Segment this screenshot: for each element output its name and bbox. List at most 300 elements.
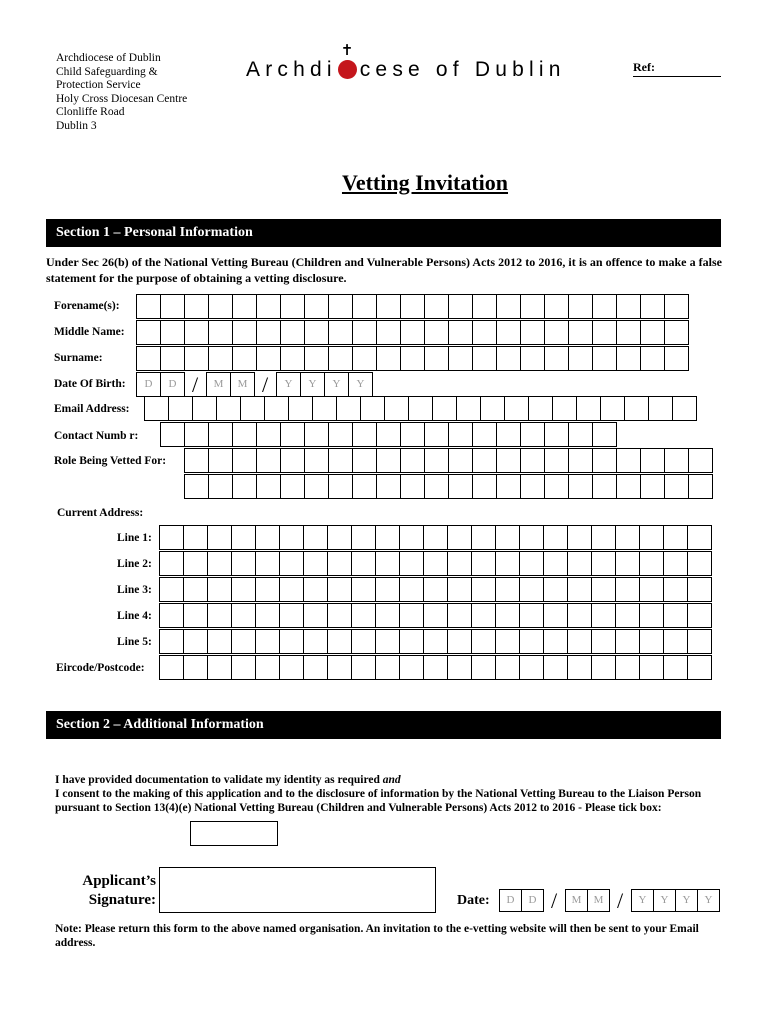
character-cell[interactable] <box>375 655 400 680</box>
character-cell[interactable] <box>663 577 688 602</box>
character-cell[interactable] <box>520 448 545 473</box>
character-cell[interactable] <box>255 551 280 576</box>
date-year-cell[interactable]: Y <box>697 889 720 912</box>
character-cell[interactable] <box>207 629 232 654</box>
character-cell[interactable] <box>519 577 544 602</box>
character-cell[interactable] <box>592 422 617 447</box>
character-cell[interactable] <box>639 551 664 576</box>
character-cell[interactable] <box>352 448 377 473</box>
date-day-cell[interactable]: D <box>499 889 522 912</box>
character-cell[interactable] <box>471 525 496 550</box>
character-cell[interactable] <box>591 551 616 576</box>
character-cell[interactable] <box>207 577 232 602</box>
character-cell[interactable] <box>160 294 185 319</box>
character-cell[interactable] <box>327 603 352 628</box>
character-cell[interactable] <box>376 320 401 345</box>
character-cell[interactable] <box>528 396 553 421</box>
character-cell[interactable] <box>471 603 496 628</box>
character-cell[interactable] <box>640 294 665 319</box>
character-cell[interactable] <box>399 551 424 576</box>
character-cell[interactable] <box>472 294 497 319</box>
character-cell[interactable] <box>232 448 257 473</box>
character-cell[interactable] <box>496 422 521 447</box>
character-cell[interactable] <box>447 577 472 602</box>
character-cell[interactable] <box>687 655 712 680</box>
character-cell[interactable] <box>183 655 208 680</box>
character-cell[interactable] <box>159 603 184 628</box>
character-cell[interactable] <box>447 655 472 680</box>
character-cell[interactable] <box>448 474 473 499</box>
date-month-cell[interactable]: M <box>587 889 610 912</box>
character-cell[interactable] <box>568 320 593 345</box>
character-cell[interactable] <box>360 396 385 421</box>
character-cell[interactable] <box>303 577 328 602</box>
character-cell[interactable] <box>256 422 281 447</box>
character-cell[interactable] <box>615 525 640 550</box>
character-cell[interactable] <box>456 396 481 421</box>
character-cell[interactable] <box>591 603 616 628</box>
character-cell[interactable] <box>664 448 689 473</box>
character-cell[interactable] <box>591 577 616 602</box>
role-input-row-1[interactable] <box>184 448 712 473</box>
character-cell[interactable] <box>400 320 425 345</box>
character-cell[interactable] <box>423 603 448 628</box>
character-cell[interactable] <box>280 422 305 447</box>
character-cell[interactable] <box>687 551 712 576</box>
character-cell[interactable] <box>376 422 401 447</box>
character-cell[interactable] <box>304 346 329 371</box>
character-cell[interactable] <box>568 448 593 473</box>
character-cell[interactable] <box>328 474 353 499</box>
character-cell[interactable] <box>495 603 520 628</box>
character-cell[interactable] <box>448 294 473 319</box>
character-cell[interactable] <box>544 448 569 473</box>
character-cell[interactable] <box>543 525 568 550</box>
character-cell[interactable] <box>448 448 473 473</box>
character-cell[interactable] <box>256 346 281 371</box>
character-cell[interactable] <box>639 655 664 680</box>
character-cell[interactable] <box>255 603 280 628</box>
dob-day-cell[interactable]: D <box>160 372 185 397</box>
character-cell[interactable] <box>304 294 329 319</box>
character-cell[interactable] <box>600 396 625 421</box>
character-cell[interactable] <box>144 396 169 421</box>
date-year-cell[interactable]: Y <box>675 889 698 912</box>
character-cell[interactable] <box>304 422 329 447</box>
consent-tick-box[interactable] <box>190 821 278 846</box>
character-cell[interactable] <box>351 525 376 550</box>
dob-year-cell[interactable]: Y <box>348 372 373 397</box>
character-cell[interactable] <box>663 525 688 550</box>
role-input-row-2[interactable] <box>184 474 712 499</box>
character-cell[interactable] <box>567 551 592 576</box>
character-cell[interactable] <box>640 346 665 371</box>
character-cell[interactable] <box>400 448 425 473</box>
character-cell[interactable] <box>231 603 256 628</box>
character-cell[interactable] <box>231 551 256 576</box>
dob-month-cell[interactable]: M <box>206 372 231 397</box>
character-cell[interactable] <box>519 603 544 628</box>
character-cell[interactable] <box>615 655 640 680</box>
character-cell[interactable] <box>447 629 472 654</box>
character-cell[interactable] <box>400 346 425 371</box>
character-cell[interactable] <box>592 448 617 473</box>
character-cell[interactable] <box>688 474 713 499</box>
dob-day-cell[interactable]: D <box>136 372 161 397</box>
character-cell[interactable] <box>640 448 665 473</box>
character-cell[interactable] <box>496 448 521 473</box>
character-cell[interactable] <box>352 422 377 447</box>
character-cell[interactable] <box>663 655 688 680</box>
character-cell[interactable] <box>472 346 497 371</box>
character-cell[interactable] <box>327 525 352 550</box>
character-cell[interactable] <box>519 551 544 576</box>
character-cell[interactable] <box>184 448 209 473</box>
character-cell[interactable] <box>567 525 592 550</box>
character-cell[interactable] <box>495 655 520 680</box>
character-cell[interactable] <box>648 396 673 421</box>
character-cell[interactable] <box>447 525 472 550</box>
character-cell[interactable] <box>231 655 256 680</box>
character-cell[interactable] <box>328 448 353 473</box>
email-input[interactable] <box>144 396 696 421</box>
character-cell[interactable] <box>591 629 616 654</box>
character-cell[interactable] <box>568 346 593 371</box>
character-cell[interactable] <box>495 629 520 654</box>
character-cell[interactable] <box>168 396 193 421</box>
character-cell[interactable] <box>495 525 520 550</box>
character-cell[interactable] <box>280 474 305 499</box>
character-cell[interactable] <box>376 346 401 371</box>
character-cell[interactable] <box>352 474 377 499</box>
character-cell[interactable] <box>255 655 280 680</box>
character-cell[interactable] <box>591 655 616 680</box>
character-cell[interactable] <box>352 320 377 345</box>
character-cell[interactable] <box>615 629 640 654</box>
character-cell[interactable] <box>544 422 569 447</box>
character-cell[interactable] <box>519 655 544 680</box>
character-cell[interactable] <box>544 320 569 345</box>
character-cell[interactable] <box>423 577 448 602</box>
character-cell[interactable] <box>280 294 305 319</box>
address-line-3-input[interactable] <box>159 577 711 602</box>
character-cell[interactable] <box>664 346 689 371</box>
character-cell[interactable] <box>184 422 209 447</box>
character-cell[interactable] <box>640 474 665 499</box>
character-cell[interactable] <box>567 577 592 602</box>
character-cell[interactable] <box>207 551 232 576</box>
forename-input[interactable] <box>136 294 688 319</box>
character-cell[interactable] <box>615 551 640 576</box>
address-line-4-input[interactable] <box>159 603 711 628</box>
address-line-2-input[interactable] <box>159 551 711 576</box>
character-cell[interactable] <box>160 320 185 345</box>
character-cell[interactable] <box>495 551 520 576</box>
character-cell[interactable] <box>543 551 568 576</box>
character-cell[interactable] <box>447 551 472 576</box>
character-cell[interactable] <box>232 346 257 371</box>
character-cell[interactable] <box>592 474 617 499</box>
character-cell[interactable] <box>159 551 184 576</box>
character-cell[interactable] <box>216 396 241 421</box>
character-cell[interactable] <box>279 577 304 602</box>
address-line-5-input[interactable] <box>159 629 711 654</box>
eircode-input[interactable] <box>159 655 711 680</box>
character-cell[interactable] <box>672 396 697 421</box>
character-cell[interactable] <box>255 577 280 602</box>
character-cell[interactable] <box>567 629 592 654</box>
character-cell[interactable] <box>448 346 473 371</box>
character-cell[interactable] <box>568 294 593 319</box>
character-cell[interactable] <box>504 396 529 421</box>
character-cell[interactable] <box>328 320 353 345</box>
character-cell[interactable] <box>543 603 568 628</box>
character-cell[interactable] <box>471 629 496 654</box>
character-cell[interactable] <box>496 320 521 345</box>
date-year-cell[interactable]: Y <box>653 889 676 912</box>
character-cell[interactable] <box>280 448 305 473</box>
character-cell[interactable] <box>280 346 305 371</box>
character-cell[interactable] <box>424 320 449 345</box>
character-cell[interactable] <box>687 525 712 550</box>
character-cell[interactable] <box>232 422 257 447</box>
character-cell[interactable] <box>279 629 304 654</box>
character-cell[interactable] <box>183 603 208 628</box>
character-cell[interactable] <box>232 320 257 345</box>
character-cell[interactable] <box>424 294 449 319</box>
character-cell[interactable] <box>303 551 328 576</box>
dob-year-cell[interactable]: Y <box>324 372 349 397</box>
character-cell[interactable] <box>328 294 353 319</box>
character-cell[interactable] <box>400 294 425 319</box>
character-cell[interactable] <box>616 448 641 473</box>
character-cell[interactable] <box>279 551 304 576</box>
character-cell[interactable] <box>399 525 424 550</box>
character-cell[interactable] <box>184 294 209 319</box>
character-cell[interactable] <box>471 655 496 680</box>
character-cell[interactable] <box>303 525 328 550</box>
character-cell[interactable] <box>519 525 544 550</box>
character-cell[interactable] <box>543 655 568 680</box>
character-cell[interactable] <box>687 577 712 602</box>
character-cell[interactable] <box>336 396 361 421</box>
character-cell[interactable] <box>352 346 377 371</box>
surname-input[interactable] <box>136 346 688 371</box>
character-cell[interactable] <box>472 320 497 345</box>
signature-date-input[interactable] <box>499 889 719 912</box>
character-cell[interactable] <box>432 396 457 421</box>
character-cell[interactable] <box>231 577 256 602</box>
character-cell[interactable] <box>279 525 304 550</box>
character-cell[interactable] <box>351 577 376 602</box>
character-cell[interactable] <box>399 629 424 654</box>
character-cell[interactable] <box>264 396 289 421</box>
character-cell[interactable] <box>520 346 545 371</box>
character-cell[interactable] <box>255 525 280 550</box>
character-cell[interactable] <box>183 551 208 576</box>
character-cell[interactable] <box>616 346 641 371</box>
character-cell[interactable] <box>519 629 544 654</box>
character-cell[interactable] <box>520 320 545 345</box>
character-cell[interactable] <box>256 448 281 473</box>
character-cell[interactable] <box>136 320 161 345</box>
character-cell[interactable] <box>552 396 577 421</box>
character-cell[interactable] <box>423 629 448 654</box>
character-cell[interactable] <box>472 422 497 447</box>
character-cell[interactable] <box>639 603 664 628</box>
character-cell[interactable] <box>159 525 184 550</box>
character-cell[interactable] <box>471 551 496 576</box>
character-cell[interactable] <box>663 551 688 576</box>
character-cell[interactable] <box>520 422 545 447</box>
reference-field[interactable] <box>633 60 721 77</box>
character-cell[interactable] <box>327 551 352 576</box>
character-cell[interactable] <box>183 629 208 654</box>
character-cell[interactable] <box>376 448 401 473</box>
character-cell[interactable] <box>312 396 337 421</box>
character-cell[interactable] <box>543 629 568 654</box>
character-cell[interactable] <box>544 346 569 371</box>
character-cell[interactable] <box>351 603 376 628</box>
character-cell[interactable] <box>208 474 233 499</box>
character-cell[interactable] <box>208 320 233 345</box>
date-of-birth-input[interactable] <box>136 372 372 397</box>
character-cell[interactable] <box>208 294 233 319</box>
character-cell[interactable] <box>423 551 448 576</box>
character-cell[interactable] <box>639 577 664 602</box>
character-cell[interactable] <box>328 422 353 447</box>
character-cell[interactable] <box>183 577 208 602</box>
character-cell[interactable] <box>664 474 689 499</box>
character-cell[interactable] <box>568 422 593 447</box>
character-cell[interactable] <box>663 629 688 654</box>
address-line-1-input[interactable] <box>159 525 711 550</box>
character-cell[interactable] <box>375 551 400 576</box>
character-cell[interactable] <box>207 655 232 680</box>
character-cell[interactable] <box>208 422 233 447</box>
character-cell[interactable] <box>567 655 592 680</box>
character-cell[interactable] <box>616 320 641 345</box>
character-cell[interactable] <box>424 474 449 499</box>
character-cell[interactable] <box>351 629 376 654</box>
character-cell[interactable] <box>496 294 521 319</box>
character-cell[interactable] <box>304 448 329 473</box>
character-cell[interactable] <box>592 346 617 371</box>
character-cell[interactable] <box>232 294 257 319</box>
character-cell[interactable] <box>472 448 497 473</box>
character-cell[interactable] <box>232 474 257 499</box>
character-cell[interactable] <box>424 346 449 371</box>
character-cell[interactable] <box>591 525 616 550</box>
character-cell[interactable] <box>375 629 400 654</box>
character-cell[interactable] <box>664 320 689 345</box>
character-cell[interactable] <box>351 655 376 680</box>
character-cell[interactable] <box>496 474 521 499</box>
character-cell[interactable] <box>640 320 665 345</box>
character-cell[interactable] <box>423 655 448 680</box>
character-cell[interactable] <box>192 396 217 421</box>
character-cell[interactable] <box>240 396 265 421</box>
character-cell[interactable] <box>303 629 328 654</box>
character-cell[interactable] <box>687 603 712 628</box>
character-cell[interactable] <box>256 320 281 345</box>
character-cell[interactable] <box>375 525 400 550</box>
dob-year-cell[interactable]: Y <box>276 372 301 397</box>
character-cell[interactable] <box>592 294 617 319</box>
character-cell[interactable] <box>207 525 232 550</box>
character-cell[interactable] <box>616 294 641 319</box>
character-cell[interactable] <box>520 294 545 319</box>
character-cell[interactable] <box>256 474 281 499</box>
character-cell[interactable] <box>615 603 640 628</box>
character-cell[interactable] <box>304 474 329 499</box>
character-cell[interactable] <box>352 294 377 319</box>
character-cell[interactable] <box>136 294 161 319</box>
character-cell[interactable] <box>208 346 233 371</box>
character-cell[interactable] <box>495 577 520 602</box>
middle-name-input[interactable] <box>136 320 688 345</box>
character-cell[interactable] <box>159 629 184 654</box>
character-cell[interactable] <box>424 448 449 473</box>
character-cell[interactable] <box>399 603 424 628</box>
character-cell[interactable] <box>408 396 433 421</box>
character-cell[interactable] <box>208 448 233 473</box>
character-cell[interactable] <box>568 474 593 499</box>
character-cell[interactable] <box>375 603 400 628</box>
character-cell[interactable] <box>615 577 640 602</box>
character-cell[interactable] <box>664 294 689 319</box>
character-cell[interactable] <box>280 320 305 345</box>
character-cell[interactable] <box>567 603 592 628</box>
character-cell[interactable] <box>520 474 545 499</box>
character-cell[interactable] <box>399 655 424 680</box>
character-cell[interactable] <box>376 294 401 319</box>
character-cell[interactable] <box>256 294 281 319</box>
character-cell[interactable] <box>688 448 713 473</box>
character-cell[interactable] <box>471 577 496 602</box>
character-cell[interactable] <box>639 629 664 654</box>
character-cell[interactable] <box>136 346 161 371</box>
character-cell[interactable] <box>376 474 401 499</box>
character-cell[interactable] <box>159 577 184 602</box>
character-cell[interactable] <box>351 551 376 576</box>
character-cell[interactable] <box>424 422 449 447</box>
contact-number-input[interactable] <box>160 422 616 447</box>
character-cell[interactable] <box>624 396 649 421</box>
character-cell[interactable] <box>288 396 313 421</box>
character-cell[interactable] <box>543 577 568 602</box>
character-cell[interactable] <box>400 474 425 499</box>
character-cell[interactable] <box>160 422 185 447</box>
character-cell[interactable] <box>472 474 497 499</box>
character-cell[interactable] <box>544 474 569 499</box>
character-cell[interactable] <box>496 346 521 371</box>
character-cell[interactable] <box>447 603 472 628</box>
character-cell[interactable] <box>327 577 352 602</box>
date-day-cell[interactable]: D <box>521 889 544 912</box>
character-cell[interactable] <box>184 320 209 345</box>
character-cell[interactable] <box>231 525 256 550</box>
character-cell[interactable] <box>183 525 208 550</box>
character-cell[interactable] <box>687 629 712 654</box>
character-cell[interactable] <box>592 320 617 345</box>
character-cell[interactable] <box>448 320 473 345</box>
character-cell[interactable] <box>328 346 353 371</box>
dob-month-cell[interactable]: M <box>230 372 255 397</box>
character-cell[interactable] <box>663 603 688 628</box>
character-cell[interactable] <box>159 655 184 680</box>
character-cell[interactable] <box>304 320 329 345</box>
